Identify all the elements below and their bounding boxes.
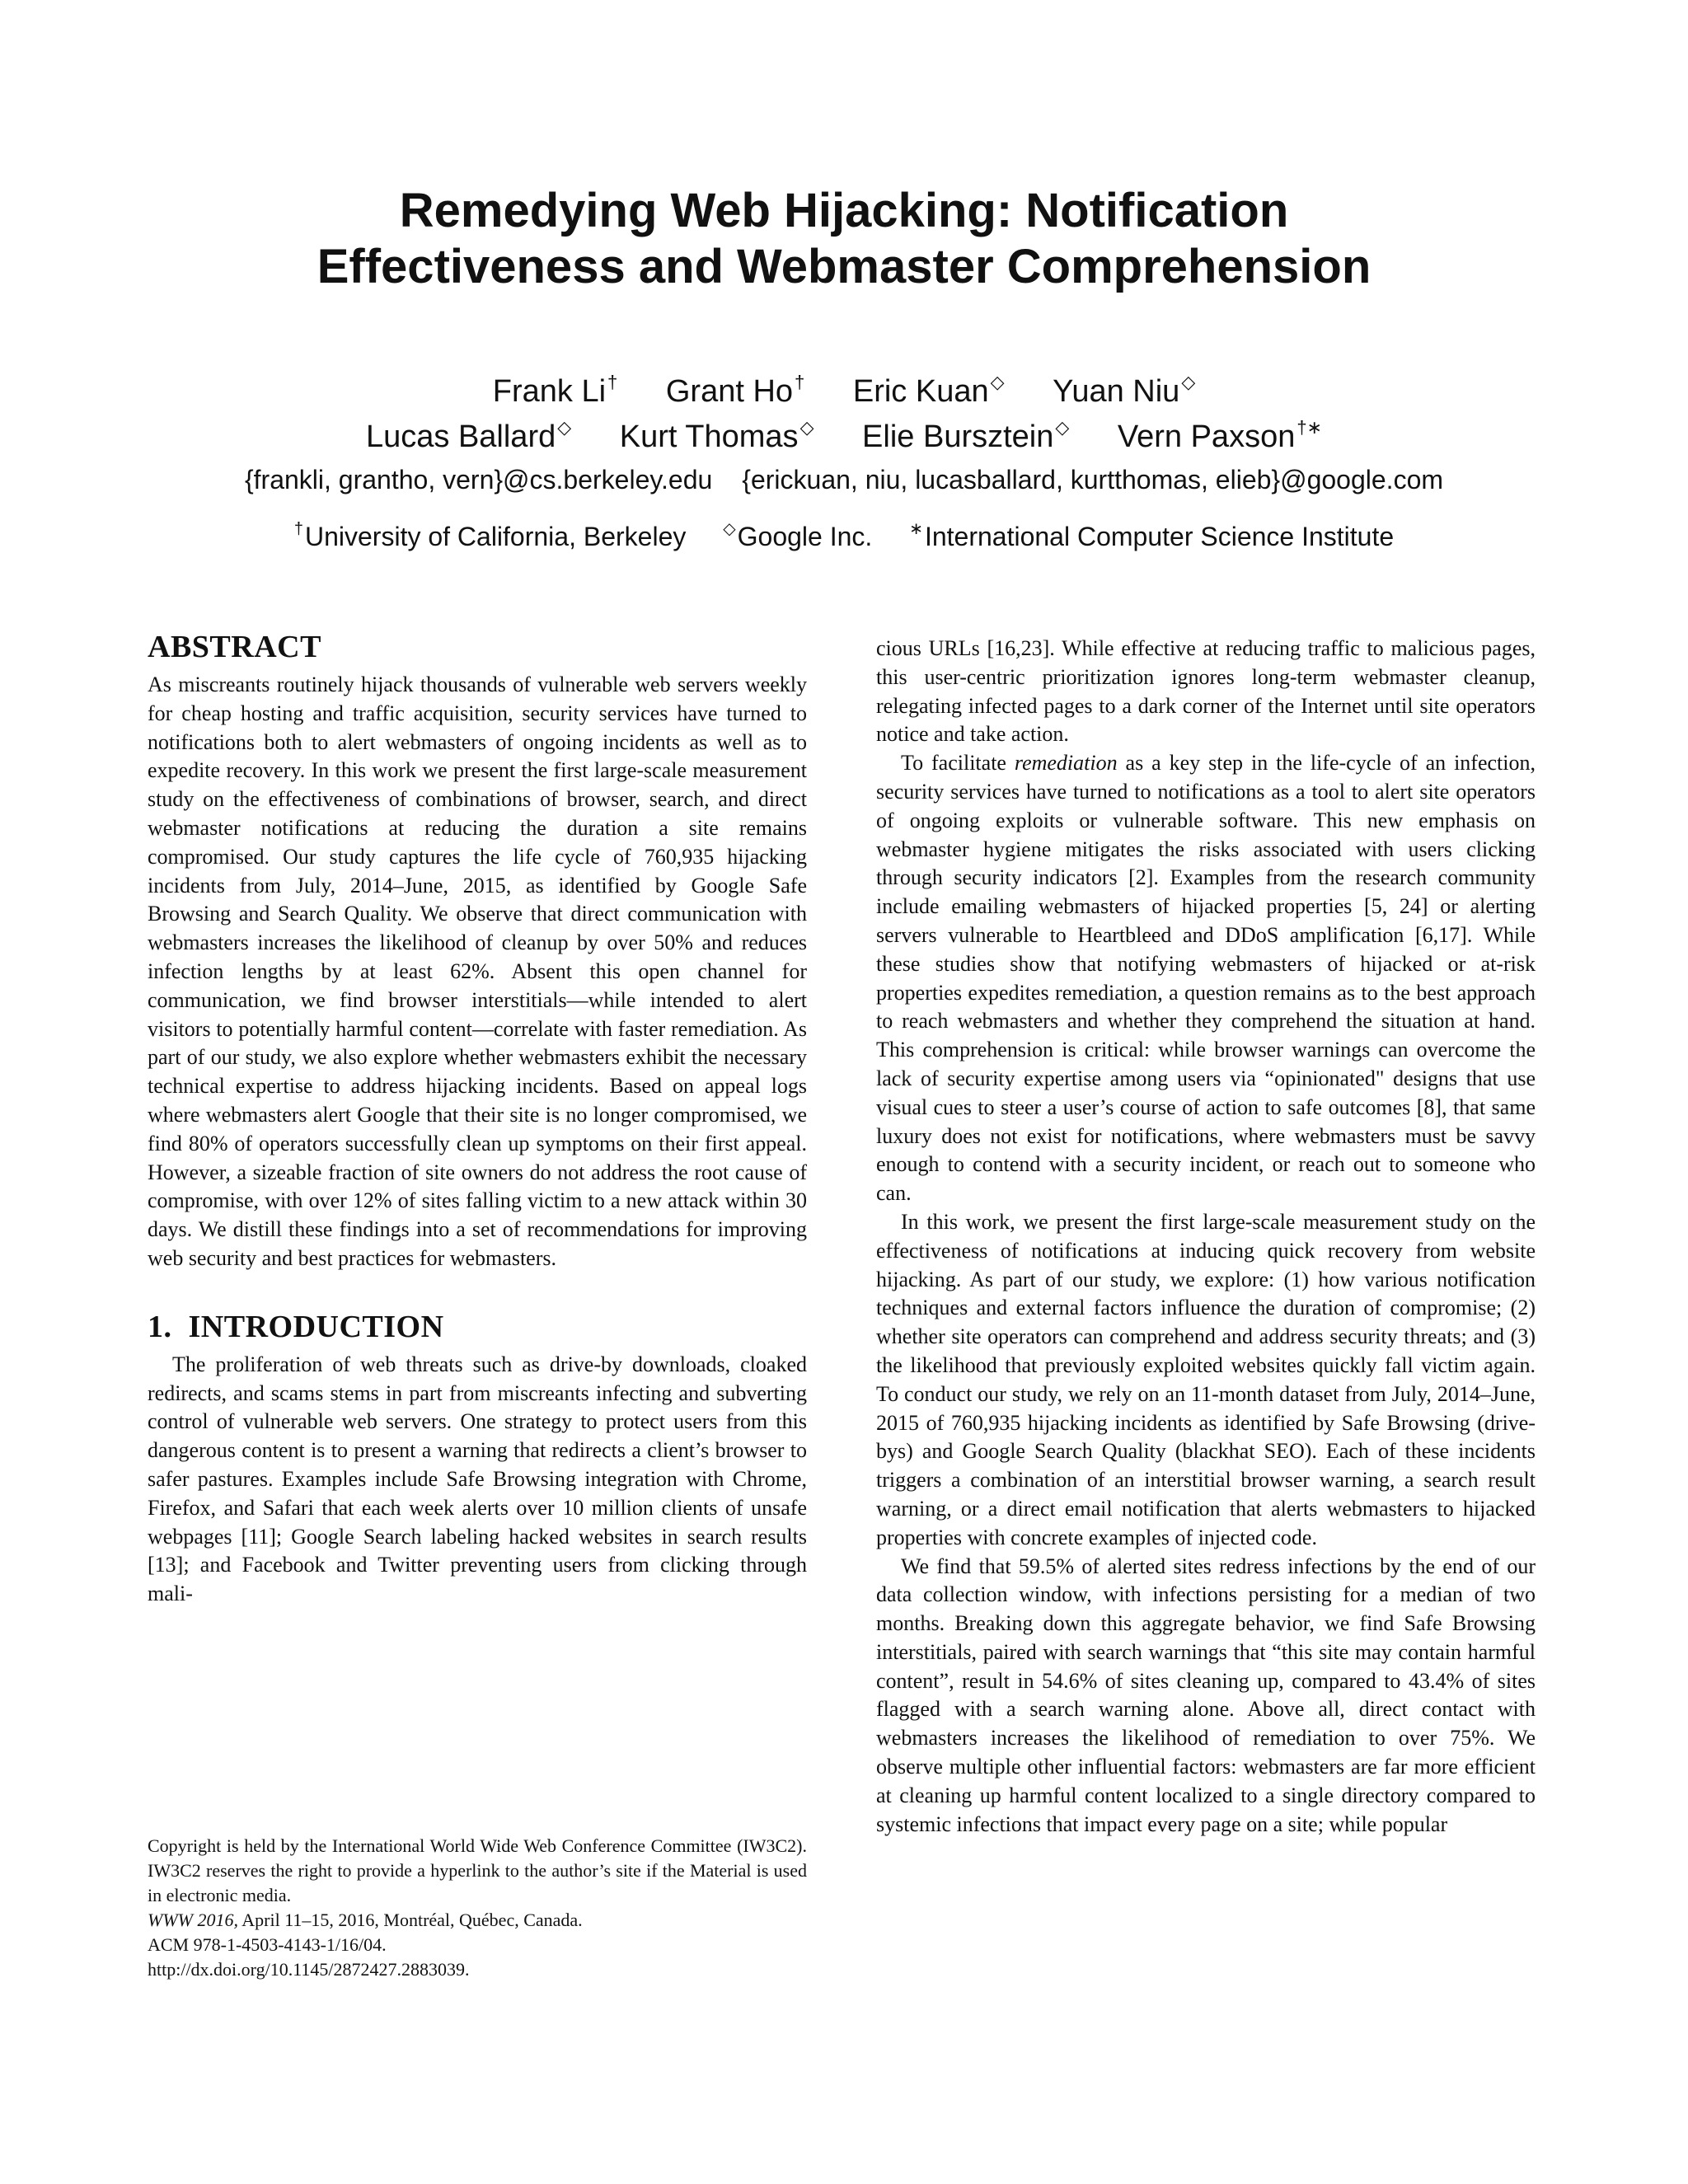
author-list [0, 364, 1688, 455]
author: Elie Bursztein◇ [862, 417, 1070, 454]
intro-paragraph-4: We find that 59.5% of alerted sites redress infections by the end of our data collection window, with infections persisting for a median of two months. Breaking down this aggregate behavior, we find Safe Browsing interstitials, paired with search warnings that “this site may contain harmful content”, result in 54.6% of sites cleaning up, compared to 43.4% of sites flagged with a search warning alone. Above all, direct contact with webmasters increases the likelihood of remediation to over 75%. We observe multiple other influential factors: webmasters are far more efficient at cleaning up harmful content localized to a single directory compared to systemic infections that impact every page on a site; while popular [876, 1554, 1536, 1836]
intro-paragraph-1-continued: cious URLs [16,23]. While effective at reducing traffic to malicious pages, this user-centric prioritization ignores long-term webmaster cleanup, relegating infected pages to a dark corner of the Internet until site operators notice and take action. [876, 636, 1536, 747]
affiliation: †University of California, Berkeley [293, 520, 687, 551]
affiliation: ∗International Computer Science Institute [909, 520, 1395, 551]
author: Grant Ho† [665, 372, 805, 409]
author-emails [0, 463, 1688, 496]
intro-paragraph-3: In this work, we present the first large-scale measurement study on the effectiveness of notifications at inducing quick recovery from website hijacking. As part of our study, we explore: (1) how various notification techniques and external factors influence the duration of compromise; (2) whether site operators can comprehend and address security threats; and (3) the likelihood that previously exploited websites quickly fall victim again. To conduct our study, we rely on an 11-month dataset from July, 2014–June, 2015 of 760,935 hijacking incidents as identified by Safe Browsing (drive-bys) and Google Search Quality (blackhat SEO). Each of these incidents triggers a combination of an interstitial browser warning, a search result warning, or a direct email notification that alerts webmasters to hijacked properties with concrete examples of injected code. [876, 1209, 1536, 1549]
intro-paragraph-2: To facilitate remediation as a key step in the life-cycle of an infection, security services have turned to notifications as a tool to alert site operators of ongoing exploits or vulnerable software. This new emphasis on webmaster hygiene mitigates the risks associated with users clicking through security indicators [2]. Examples from the research community include emailing webmasters of hijacked properties [5, 24] or alerting servers vulnerable to Heartbleed and DDoS amplification [6,17]. While these studies show that notifying webmasters of hijacked or at-risk properties expedites remediation, a question remains as to the best approach to reach webmasters and whether they comprehend the situation at hand. This comprehension is critical: while browser warnings can overcome the lack of security expertise among users via “opinionated" designs that use visual cues to steer a user’s course of action to safe outcomes [8], that same luxury does not exist for notifications, where webmasters must be savvy enough to contend with a security incident, or reach out to someone who can. [876, 751, 1536, 1206]
affiliation: ◇Google Inc. [723, 520, 873, 551]
author-row-2 [0, 410, 1688, 455]
conference-info: WWW 2016, April 11–15, 2016, Montréal, Québec, Canada. [148, 1910, 583, 1930]
abstract-text: As miscreants routinely hijack thousands of vulnerable web servers weekly for cheap hosting and traffic acquisition, security services have turned to notifications both to alert webmasters of ongoing incidents as well as to expedite recovery. In this work we present the first large-scale measurement study on the effectiveness of combinations of browser, search, and direct webmaster notifications at reducing the duration a site remains compromised. Our study captures the life cycle of 760,935 hijacking incidents from July, 2014–June, 2015, as identified by Google Safe Browsing and Search Quality. We observe that direct communication with webmasters increases the likelihood of cleanup by over 50% and reduces infection lengths by at least 62%. Absent this open channel for communication, we find browser interstitials—while intended to alert visitors to potentially harmful content—correlate with faster remediation. As part of our study, we also explore whether webmasters exhibit the necessary technical expertise to address hijacking incidents. Based on appeal logs where webmasters alert Google that their site is no longer compromised, we find 80% of operators successfully clean up symptoms on their first appeal. However, a sizeable fraction of site owners do not address the root cause of compromise, with over 12% of sites falling victim to a new attack within 30 days. We distill these findings into a set of recommendations for improving web security and best practices for webmasters. [148, 673, 807, 1270]
paper-title-line-2: Effectiveness and Webmaster Comprehension [316, 240, 1372, 293]
right-column [876, 635, 1536, 1839]
introduction-heading: 1. INTRODUCTION [148, 1309, 444, 1344]
copyright-text: Copyright is held by the International World Wide Web Conference Committee (IW3C2). IW3C2 reserves the right to provide a hyperlink to the author’s site if the Material is used in electronic media. [148, 1835, 807, 1905]
paper-title [0, 183, 1688, 295]
acm-isbn: ACM 978-1-4503-4143-1/16/04. [148, 1934, 387, 1955]
email-berkeley: {frankli, grantho, vern}@cs.berkeley.edu [244, 465, 713, 494]
author: Eric Kuan◇ [852, 372, 1005, 409]
left-column [148, 628, 807, 1609]
copyright-notice [148, 1834, 807, 1982]
intro-paragraph-1: The proliferation of web threats such as drive-by downloads, cloaked redirects, and scams stems in part from miscreants infecting and subverting control of vulnerable web servers. One strategy to protect users from this dangerous content is to present a warning that redirects a client’s browser to safer pastures. Examples include Safe Browsing integration with Chrome, Firefox, and Safari that each week alerts over 10 million clients of unsafe webpages [11]; Google Search labeling hacked websites in search results [13]; and Facebook and Twitter preventing users from clicking through mali- [148, 1352, 807, 1606]
author: Lucas Ballard◇ [365, 417, 572, 454]
author-row-1 [0, 364, 1688, 410]
paper-title-line-1: Remedying Web Hijacking: Notification [399, 184, 1289, 237]
affiliations [0, 513, 1688, 553]
author: Frank Li† [492, 372, 618, 409]
author: Kurt Thomas◇ [619, 417, 814, 454]
abstract-heading: ABSTRACT [148, 630, 321, 664]
doi-link: http://dx.doi.org/10.1145/2872427.2883039. [148, 1959, 470, 1980]
author: Yuan Niu◇ [1053, 372, 1196, 409]
author: Vern Paxson†∗ [1117, 417, 1323, 454]
email-google: {erickuan, niu, lucasballard, kurtthomas, elieb}@google.com [742, 465, 1444, 494]
